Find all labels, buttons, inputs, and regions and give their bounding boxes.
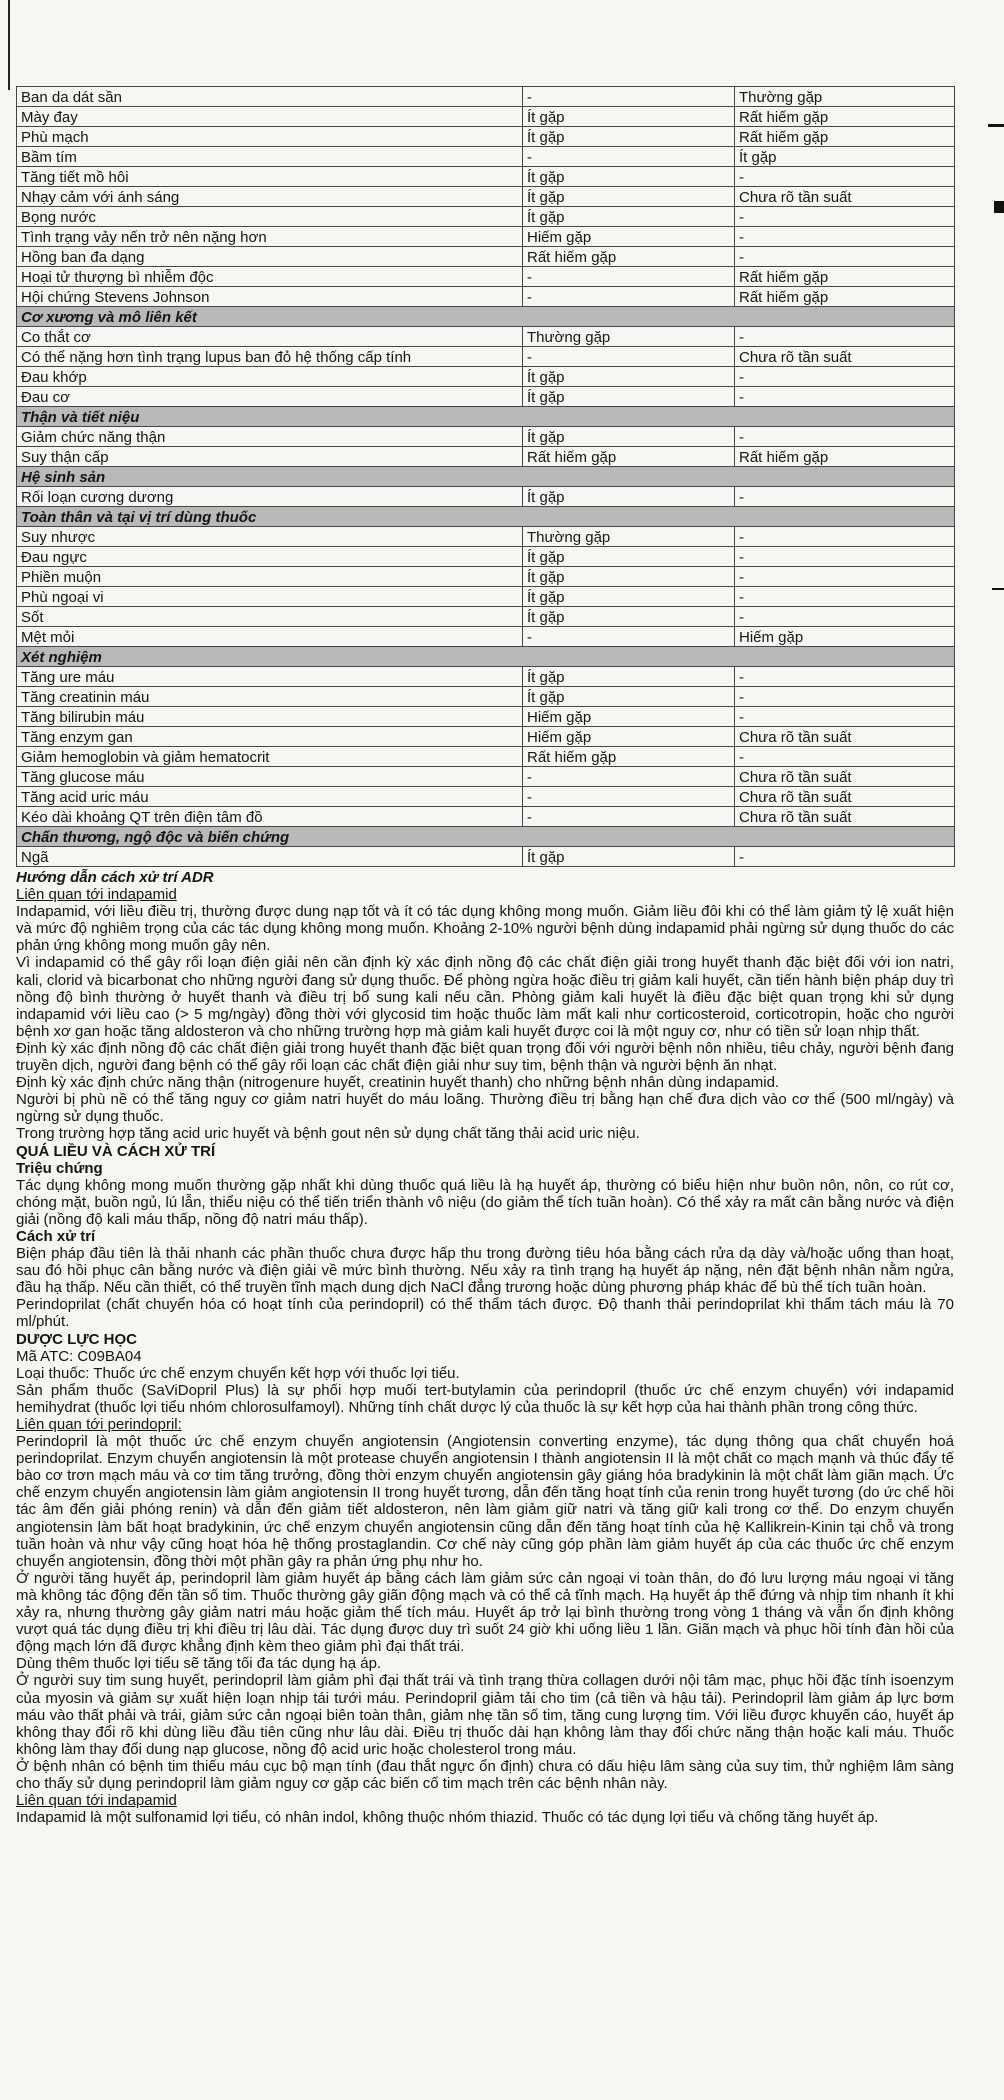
section-title: Thận và tiết niệu xyxy=(17,407,955,427)
table-section-row xyxy=(17,307,955,327)
document-body-text xyxy=(16,869,954,1826)
reaction-cell: Hội chứng Stevens Johnson xyxy=(17,287,523,307)
table-row xyxy=(17,267,955,287)
reaction-cell: Suy nhược xyxy=(17,527,523,547)
reaction-cell: Phiền muộn xyxy=(17,567,523,587)
table-row xyxy=(17,87,955,107)
reaction-cell: Tăng acid uric máu xyxy=(17,787,523,807)
frequency-cell: - xyxy=(523,807,735,827)
paragraph: Sản phẩm thuốc (SaViDopril Plus) là sự phối hợp muối tert-butylamin của perindopril (thuốc ức chế enzym chuyển) với indapamid hemihydrat (thuốc lợi tiểu nhóm chlorosulfamoyl). Những tính chất dược lý của thuốc là sự kết hợp của hai thành phần trong công thức. xyxy=(16,1381,954,1416)
frequency-cell: - xyxy=(735,167,955,187)
section-title: Xét nghiệm xyxy=(17,647,955,667)
section-title: Cơ xương và mô liên kết xyxy=(17,307,955,327)
margin-line xyxy=(8,0,10,90)
frequency-cell: Chưa rõ tần suất xyxy=(735,727,955,747)
frequency-cell: Rất hiếm gặp xyxy=(523,747,735,767)
section-heading: QUÁ LIỀU VÀ CÁCH XỬ TRÍ xyxy=(16,1142,216,1160)
table-row xyxy=(17,667,955,687)
reaction-cell: Giảm chức năng thận xyxy=(17,427,523,447)
frequency-cell: Ít gặp xyxy=(523,607,735,627)
reaction-cell: Tăng tiết mồ hôi xyxy=(17,167,523,187)
reaction-cell: Phù mạch xyxy=(17,127,523,147)
frequency-cell: Ít gặp xyxy=(523,667,735,687)
section-heading: Triệu chứng xyxy=(16,1159,103,1177)
frequency-cell: Rất hiếm gặp xyxy=(523,447,735,467)
frequency-cell: Hiếm gặp xyxy=(523,727,735,747)
table-row xyxy=(17,627,955,647)
frequency-cell: - xyxy=(735,247,955,267)
section-title: Chấn thương, ngộ độc và biến chứng xyxy=(17,827,955,847)
reaction-cell: Hồng ban đa dạng xyxy=(17,247,523,267)
frequency-cell: Chưa rõ tần suất xyxy=(735,187,955,207)
table-section-row xyxy=(17,647,955,667)
section-heading: Liên quan tới indapamid xyxy=(16,1792,177,1810)
frequency-cell: - xyxy=(523,767,735,787)
reaction-cell: Phù ngoại vi xyxy=(17,587,523,607)
frequency-cell: - xyxy=(523,787,735,807)
frequency-cell: - xyxy=(523,147,735,167)
frequency-cell: - xyxy=(735,227,955,247)
frequency-cell: - xyxy=(735,427,955,447)
frequency-cell: - xyxy=(735,587,955,607)
frequency-cell: - xyxy=(735,547,955,567)
table-row xyxy=(17,847,955,867)
reaction-cell: Tăng creatinin máu xyxy=(17,687,523,707)
frequency-cell: - xyxy=(735,747,955,767)
frequency-cell: Ít gặp xyxy=(523,487,735,507)
frequency-cell: Thường gặp xyxy=(735,87,955,107)
adverse-reactions-table xyxy=(16,86,955,867)
reaction-cell: Tăng glucose máu xyxy=(17,767,523,787)
reaction-cell: Có thể nặng hơn tình trạng lupus ban đỏ hệ thống cấp tính xyxy=(17,347,523,367)
table-row xyxy=(17,327,955,347)
frequency-cell: Rất hiếm gặp xyxy=(735,127,955,147)
table-row xyxy=(17,727,955,747)
frequency-cell: Rất hiếm gặp xyxy=(735,447,955,467)
paragraph: Ở người suy tim sung huyết, perindopril làm giảm phì đại thất trái và tình trạng thừa collagen dưới nội tâm mạc, phục hồi đặc tính isoenzym của myosin và giảm sự xuất hiện loạn nhịp tái tưới máu. Perindopril giảm tải cho tim (cả tiền và hậu tải). Perindopril làm giảm áp lực bơm máu vào thất phải và trái, giảm sức cản ngoại biên toàn thân, giảm nhẹ tần số tim, tăng cung lượng tim. Với liều được khuyến cáo, huyết áp không thay đổi rõ khi dùng liều đầu tiên cũng như lâu dài. Điều trị thuốc dài hạn không làm thay đổi chức năng thận hoặc kali máu. Thuốc không làm thay đổi dung nạp glucose, nồng độ acid uric hoặc cholesterol trong máu. xyxy=(16,1672,954,1758)
table-row xyxy=(17,227,955,247)
frequency-cell: Hiếm gặp xyxy=(523,227,735,247)
frequency-cell: Ít gặp xyxy=(523,847,735,867)
reaction-cell: Giảm hemoglobin và giảm hematocrit xyxy=(17,747,523,767)
frequency-cell: Chưa rõ tần suất xyxy=(735,347,955,367)
reaction-cell: Suy thận cấp xyxy=(17,447,523,467)
reaction-cell: Tình trạng vảy nến trở nên nặng hơn xyxy=(17,227,523,247)
frequency-cell: - xyxy=(523,347,735,367)
table-row xyxy=(17,427,955,447)
frequency-cell: - xyxy=(523,267,735,287)
table-row xyxy=(17,107,955,127)
section-heading: Liên quan tới perindopril: xyxy=(16,1416,182,1433)
reaction-cell: Sốt xyxy=(17,607,523,627)
reaction-cell: Đau ngực xyxy=(17,547,523,567)
paragraph: Ở người tăng huyết áp, perindopril làm giảm huyết áp bằng cách làm giảm sức cản ngoại vi toàn thân, do đó lưu lượng máu ngoại vi tăng mà không tác động đến tần số tim. Thuốc thường gây giãn động mạch và có thể cả tĩnh mạch. Hạ huyết áp thế đứng và nhịp tim nhanh ít khi xảy ra, nhưng thường gây giảm natri máu hoặc giảm thể tích máu. Huyết áp trở lại bình thường trong vòng 1 tháng và vẫn ổn định không vượt quá tác dụng điều trị khi điều trị lâu dài. Tác dụng được duy trì suốt 24 giờ khi uống liều 1 lần. Giãn mạch và phục hồi tính đàn hồi của động mạch lớn đã được khẳng định kèm theo giảm phì đại thất trái. xyxy=(16,1569,954,1656)
frequency-cell: Hiếm gặp xyxy=(523,707,735,727)
paragraph: Vì indapamid có thể gây rối loạn điện giải nên cần định kỳ xác định nồng độ các chất điện giải trong huyết thanh đặc biệt đối với ion natri, kali, clorid và bicarbonat cho những người đang sử dụng thuốc. Để phòng ngừa hoặc điều trị giảm kali huyết, cần tiến hành biện pháp duy trì nồng độ bình thường ở huyết thanh và điều trị bổ sung kali nếu cần. Phòng giảm kali huyết là điều đặc biệt quan trọng khi sử dụng indapamid với liều cao (> 5 mg/ngày) đồng thời với glycosid tim hoặc thuốc làm mất kali như corticosteroid, corticotropin, hoặc cho người bệnh xơ gan hoặc tăng aldosteron và cho những trường hợp mà giảm kali huyết được coi là một nguy cơ, như có tiền sử loạn nhịp thất. xyxy=(16,954,954,1040)
reaction-cell: Ban da dát sần xyxy=(17,87,523,107)
paragraph: Ở bệnh nhân có bệnh tim thiếu máu cục bộ mạn tính (đau thắt ngực ổn định) chưa có dấu hiệu lâm sàng của suy tim, thử nghiệm lâm sàng cho thấy sử dụng perindopril làm giảm nguy cơ gặp các biến cố tim mạch trên các bệnh nhân này. xyxy=(16,1757,954,1792)
frequency-cell: - xyxy=(735,567,955,587)
frequency-cell: - xyxy=(735,687,955,707)
frequency-cell: Ít gặp xyxy=(523,567,735,587)
table-row xyxy=(17,247,955,267)
table-row xyxy=(17,487,955,507)
table-row xyxy=(17,707,955,727)
paragraph: Định kỳ xác định chức năng thận (nitrogenure huyết, creatinin huyết thanh) cho những bệnh nhân dùng indapamid. xyxy=(16,1074,780,1092)
frequency-cell: Rất hiếm gặp xyxy=(735,267,955,287)
table-section-row xyxy=(17,407,955,427)
table-row xyxy=(17,347,955,367)
frequency-cell: - xyxy=(735,327,955,347)
reaction-cell: Tăng enzym gan xyxy=(17,727,523,747)
reaction-cell: Hoại tử thượng bì nhiễm độc xyxy=(17,267,523,287)
table-row xyxy=(17,147,955,167)
paragraph: Biện pháp đầu tiên là thải nhanh các phần thuốc chưa được hấp thu trong đường tiêu hóa bằng cách rửa dạ dày và/hoặc uống than hoạt, sau đó hồi phục cân bằng nước và điện giải về mức bình thường. Nếu xảy ra tình trạng hạ huyết áp nặng, nên đặt bệnh nhân nằm ngửa, đầu hạ thấp. Nếu cần thiết, có thể truyền tĩnh mạch dung dịch NaCl đẳng trương hoặc dùng phương pháp khác để bù thể tích tuần hoàn. xyxy=(16,1245,954,1297)
frequency-cell: Ít gặp xyxy=(523,687,735,707)
frequency-cell: Rất hiếm gặp xyxy=(523,247,735,267)
edge-mark xyxy=(992,588,1004,590)
table-row xyxy=(17,207,955,227)
table-section-row xyxy=(17,467,955,487)
paragraph: Perindoprilat (chất chuyển hóa có hoạt tính của perindopril) có thể thẩm tách được. Độ thanh thải perindoprilat khi thẩm tách máu là 70 ml/phút. xyxy=(16,1296,954,1331)
section-title: Hệ sinh sản xyxy=(17,467,955,487)
frequency-cell: Thường gặp xyxy=(523,527,735,547)
table-row xyxy=(17,367,955,387)
frequency-cell: - xyxy=(523,287,735,307)
paragraph: Mã ATC: C09BA04 xyxy=(16,1347,142,1365)
table-row xyxy=(17,127,955,147)
reaction-cell: Tăng ure máu xyxy=(17,667,523,687)
paragraph: Loại thuốc: Thuốc ức chế enzym chuyển kết hợp với thuốc lợi tiểu. xyxy=(16,1364,460,1382)
reaction-cell: Mày đay xyxy=(17,107,523,127)
section-title: Toàn thân và tại vị trí dùng thuốc xyxy=(17,507,955,527)
frequency-cell: Ít gặp xyxy=(523,587,735,607)
frequency-cell: Ít gặp xyxy=(523,387,735,407)
table-row xyxy=(17,807,955,827)
frequency-cell: Ít gặp xyxy=(523,207,735,227)
frequency-cell: Chưa rõ tần suất xyxy=(735,807,955,827)
table-row xyxy=(17,767,955,787)
reaction-cell: Ngã xyxy=(17,847,523,867)
frequency-cell: - xyxy=(735,607,955,627)
table-row xyxy=(17,547,955,567)
frequency-cell: - xyxy=(735,387,955,407)
paragraph: Người bị phù nề có thể tăng nguy cơ giảm natri huyết do máu loãng. Thường điều trị bằng hạn chế đưa dịch vào cơ thể (500 ml/ngày) và ngừng sử dụng thuốc. xyxy=(16,1091,954,1126)
section-heading: DƯỢC LỰC HỌC xyxy=(16,1330,138,1348)
edge-mark xyxy=(988,124,1004,127)
reaction-cell: Tăng bilirubin máu xyxy=(17,707,523,727)
reaction-cell: Nhạy cảm với ánh sáng xyxy=(17,187,523,207)
table-row xyxy=(17,587,955,607)
frequency-cell: Ít gặp xyxy=(523,367,735,387)
frequency-cell: - xyxy=(523,627,735,647)
reaction-cell: Co thắt cơ xyxy=(17,327,523,347)
reaction-cell: Bầm tím xyxy=(17,147,523,167)
edge-mark xyxy=(994,201,1004,213)
table-row xyxy=(17,527,955,547)
table-row xyxy=(17,567,955,587)
paragraph: Dùng thêm thuốc lợi tiểu sẽ tăng tối đa tác dụng hạ áp. xyxy=(16,1655,382,1673)
frequency-cell: - xyxy=(735,527,955,547)
paragraph: Trong trường hợp tăng acid uric huyết và bệnh gout nên sử dụng chất tăng thải acid uric niệu. xyxy=(16,1125,640,1143)
frequency-cell: - xyxy=(735,707,955,727)
reaction-cell: Đau khớp xyxy=(17,367,523,387)
section-heading: Cách xử trí xyxy=(16,1227,96,1245)
paragraph: Indapamid là một sulfonamid lợi tiểu, có nhân indol, không thuộc nhóm thiazid. Thuốc có tác dụng lợi tiểu và chống tăng huyết áp. xyxy=(16,1809,879,1827)
frequency-cell: - xyxy=(523,87,735,107)
frequency-cell: Hiếm gặp xyxy=(735,627,955,647)
frequency-cell: - xyxy=(735,207,955,227)
table-row xyxy=(17,387,955,407)
frequency-cell: Ít gặp xyxy=(523,127,735,147)
table-row xyxy=(17,187,955,207)
table-body xyxy=(17,87,955,867)
table-row xyxy=(17,447,955,467)
table-row xyxy=(17,787,955,807)
frequency-cell: Ít gặp xyxy=(523,427,735,447)
table-row xyxy=(17,687,955,707)
frequency-cell: Rất hiếm gặp xyxy=(735,287,955,307)
section-heading: Hướng dẫn cách xử trí ADR xyxy=(16,869,214,886)
table-row xyxy=(17,167,955,187)
paragraph: Định kỳ xác định nồng độ các chất điện giải trong huyết thanh đặc biệt quan trọng đối với người bệnh nôn nhiều, tiêu chảy, người bệnh đang truyền dịch, người đang bệnh có thể gây rối loạn các chất điện giải như suy tim, bệnh thận và người bệnh ăn nhạt. xyxy=(16,1039,954,1075)
reaction-cell: Bọng nước xyxy=(17,207,523,227)
document-page xyxy=(16,86,954,1826)
frequency-cell: - xyxy=(735,367,955,387)
frequency-cell: - xyxy=(735,847,955,867)
reaction-cell: Mệt mỏi xyxy=(17,627,523,647)
reaction-cell: Kéo dài khoảng QT trên điện tâm đồ xyxy=(17,807,523,827)
frequency-cell: Chưa rõ tần suất xyxy=(735,767,955,787)
frequency-cell: Ít gặp xyxy=(735,147,955,167)
frequency-cell: - xyxy=(735,487,955,507)
table-row xyxy=(17,287,955,307)
paragraph: Indapamid, với liều điều trị, thường được dung nạp tốt và ít có tác dụng không mong muốn. Giảm liều đôi khi có thể làm giảm tỷ lệ xuất hiện và mức độ nghiêm trọng của các tác dụng không mong muốn. Khoảng 2-10% người bệnh dùng indapamid phải ngừng sử dụng thuốc do các phản ứng không mong muốn gây nên. xyxy=(16,903,954,955)
frequency-cell: Thường gặp xyxy=(523,327,735,347)
frequency-cell: Rất hiếm gặp xyxy=(735,107,955,127)
frequency-cell: Ít gặp xyxy=(523,167,735,187)
paragraph: Tác dụng không mong muốn thường gặp nhất khi dùng thuốc quá liều là hạ huyết áp, thường có biểu hiện như buồn nôn, nôn, co rút cơ, chóng mặt, buồn ngủ, lú lẫn, thiểu niệu có thể tiến triển thành vô niệu (do giảm thể tích tuần hoàn). Có thể xảy ra mất cân bằng nước và điện giải (nồng độ kali máu thấp, nồng độ natri máu thấp). xyxy=(16,1176,954,1228)
table-row xyxy=(17,747,955,767)
frequency-cell: Ít gặp xyxy=(523,107,735,127)
paragraph: Perindopril là một thuốc ức chế enzym chuyển angiotensin (Angiotensin converting enzyme), tác dụng thông qua chất chuyển hoá perindoprilat. Enzym chuyển angiotensin là một protease chuyển angiotensin I thành angiotensin II là một chất co mạch mạnh và thúc đẩy tế bào cơ trơn mạch máu và cơ tim tăng trưởng, đồng thời enzym chuyển angiotensin gây giáng hóa bradykinin là một chất làm giãn mạch. Ức chế enzym chuyển angiotensin làm giảm angiotensin II trong huyết tương, dẫn đến tăng hoạt tính của renin trong huyết tương (do ức chế hồi tác âm đến giải phóng renin) và dẫn đến giảm tiết aldosteron, nên làm giảm giữ natri và tăng giữ kali trong cơ thể. Do enzym chuyển angiotensin làm bất hoạt bradykinin, ức chế enzym chuyển angiotensin cũng dẫn đến tăng hoạt tính của hệ Kallikrein-Kinin tại chỗ và trong tuần hoàn và như vậy cũng hoạt hóa hệ thống prostaglandin. Cơ chế này cũng góp phần làm giảm huyết áp của các thuốc ức chế enzym chuyển angiotensin, đồng thời một phần gây ra phản ứng phụ như ho. xyxy=(16,1433,954,1570)
frequency-cell: Ít gặp xyxy=(523,187,735,207)
reaction-cell: Rối loạn cương dương xyxy=(17,487,523,507)
table-section-row xyxy=(17,827,955,847)
section-heading: Liên quan tới indapamid xyxy=(16,886,177,904)
table-row xyxy=(17,607,955,627)
frequency-cell: - xyxy=(735,667,955,687)
reaction-cell: Đau cơ xyxy=(17,387,523,407)
frequency-cell: Chưa rõ tần suất xyxy=(735,787,955,807)
frequency-cell: Ít gặp xyxy=(523,547,735,567)
table-section-row xyxy=(17,507,955,527)
